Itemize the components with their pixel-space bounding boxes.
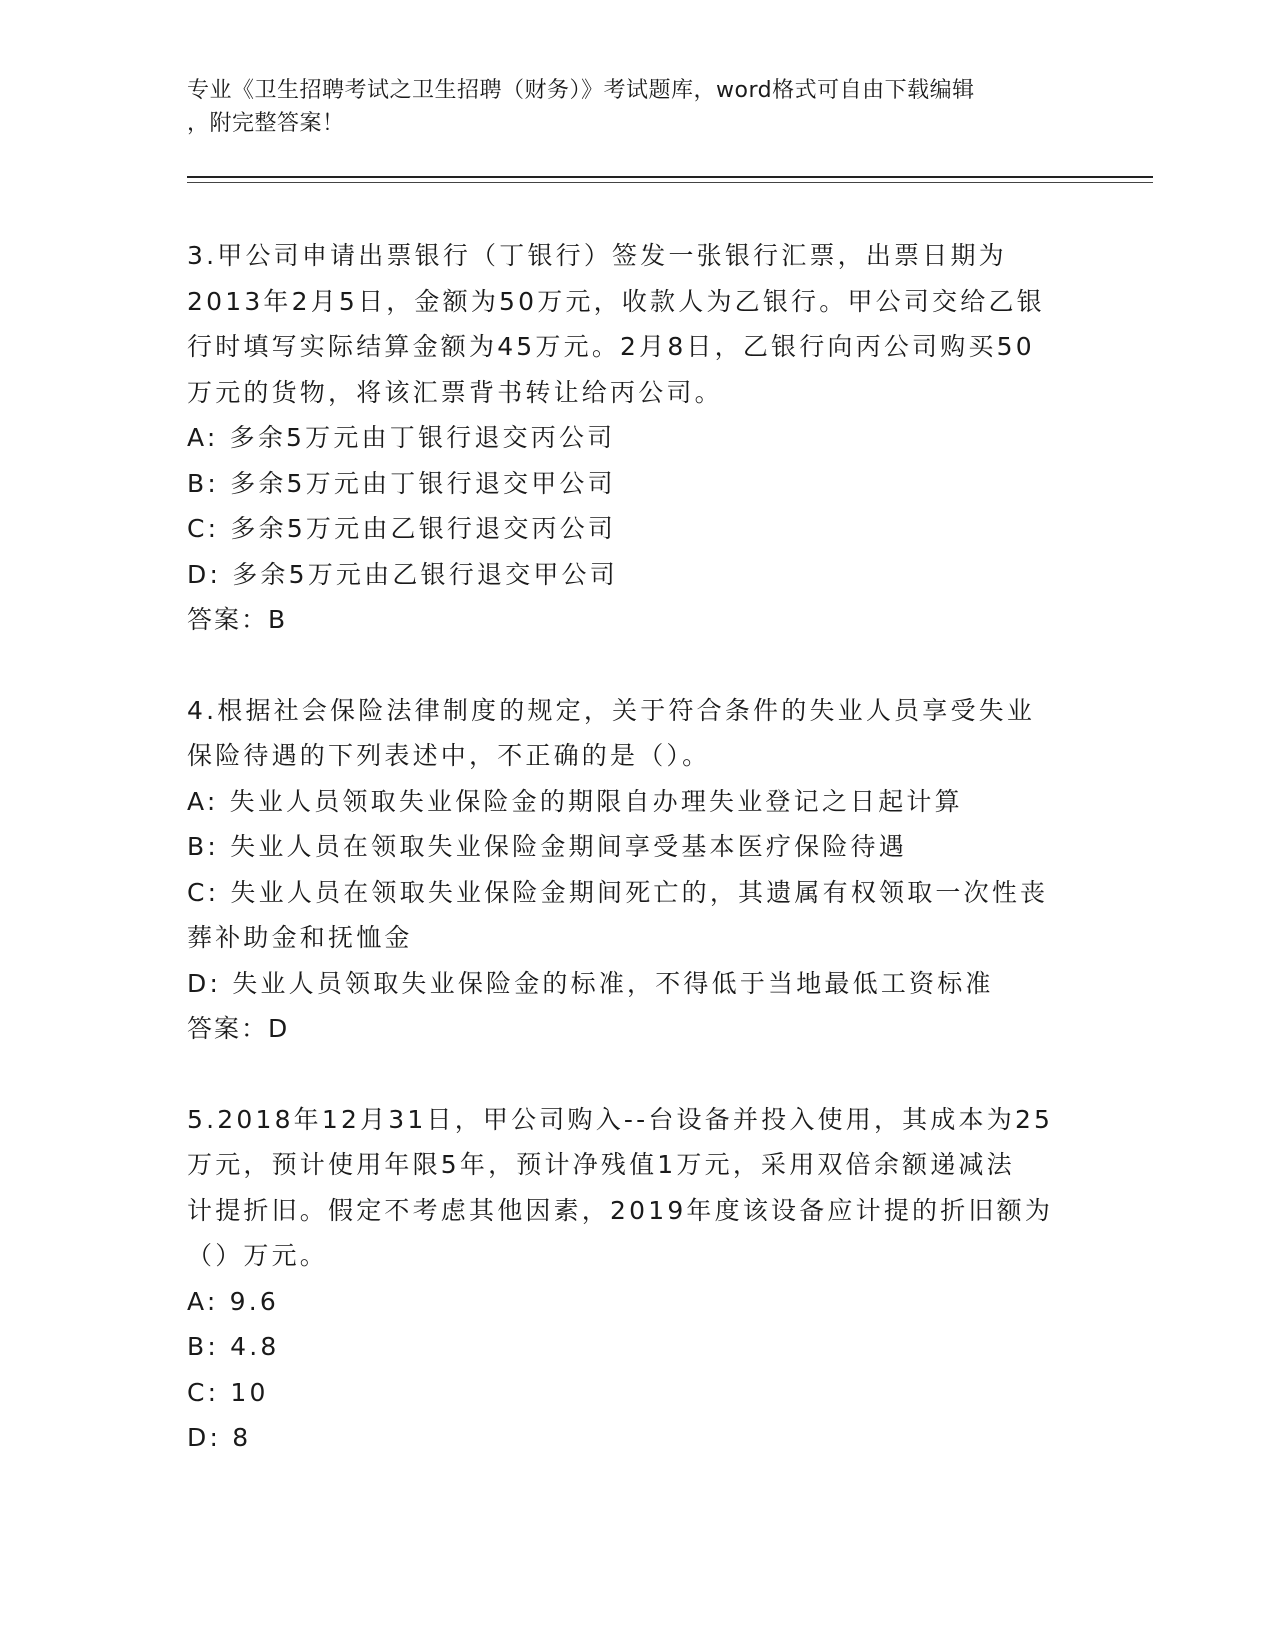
option-c: C: 失业人员在领取失业保险金期间死亡的，其遗属有权领取一次性丧 — [187, 877, 1049, 907]
option-b: B: 4.8 — [187, 1332, 280, 1361]
question-stem-line: 2013年2月5日，金额为50万元，收款人为乙银行。甲公司交给乙银 — [187, 286, 1045, 316]
option-a: A: 失业人员领取失业保险金的期限自办理失业登记之日起计算 — [187, 786, 963, 816]
option-d: D: 失业人员领取失业保险金的标准，不得低于当地最低工资标准 — [187, 968, 994, 998]
question-stem-line: 万元，预计使用年限5年，预计净残值1万元，采用双倍余额递减法 — [187, 1150, 1015, 1179]
option-a: A: 多余5万元由丁银行退交丙公司 — [187, 423, 616, 452]
option-d: D: 8 — [187, 1423, 252, 1452]
option-b: B: 失业人员在领取失业保险金期间享受基本医疗保险待遇 — [187, 832, 907, 861]
option-b: B: 多余5万元由丁银行退交甲公司 — [187, 468, 616, 498]
header-line: ，附完整答案！ — [187, 111, 345, 136]
answer: 答案：D — [187, 1014, 290, 1043]
answer: 答案：B — [187, 605, 288, 634]
question-stem-line: 行时填写实际结算金额为45万元。2月8日，乙银行向丙公司购买50 — [187, 332, 1035, 361]
question-3 — [187, 233, 1087, 643]
header-divider-thin — [187, 182, 1153, 183]
header-divider-thick — [187, 176, 1153, 178]
question-spacer — [187, 643, 1087, 688]
question-4 — [187, 688, 1087, 1052]
question-stem-line: （）万元。 — [187, 1241, 329, 1270]
question-stem-line: 计提折旧。假定不考虑其他因素，2019年度该设备应计提的折旧额为 — [187, 1195, 1054, 1225]
question-stem-line: 4.根据社会保险法律制度的规定，关于符合条件的失业人员享受失业 — [187, 695, 1036, 725]
question-spacer — [187, 1052, 1087, 1097]
option-a: A: 9.6 — [187, 1286, 279, 1316]
document-header — [187, 74, 1067, 140]
question-stem-line: 5.2018年12月31日，甲公司购入--台设备并投入使用，其成本为25 — [187, 1104, 1054, 1134]
question-stem-line: 3.甲公司申请出票银行（丁银行）签发一张银行汇票，出票日期为 — [187, 241, 1007, 270]
header-line: 专业《卫生招聘考试之卫生招聘（财务）》考试题库，word格式可自由下载编辑 — [187, 78, 975, 103]
option-c: C: 多余5万元由乙银行退交丙公司 — [187, 514, 617, 543]
option-c: C: 10 — [187, 1377, 269, 1407]
question-stem-line: 保险待遇的下列表述中，不正确的是（）。 — [187, 741, 711, 770]
question-list — [187, 233, 1087, 1461]
question-stem-line: 万元的货物，将该汇票背书转让给丙公司。 — [187, 377, 723, 407]
question-5 — [187, 1097, 1087, 1461]
option-d: D: 多余5万元由乙银行退交甲公司 — [187, 559, 618, 589]
option-c-continued: 葬补助金和抚恤金 — [187, 923, 413, 952]
